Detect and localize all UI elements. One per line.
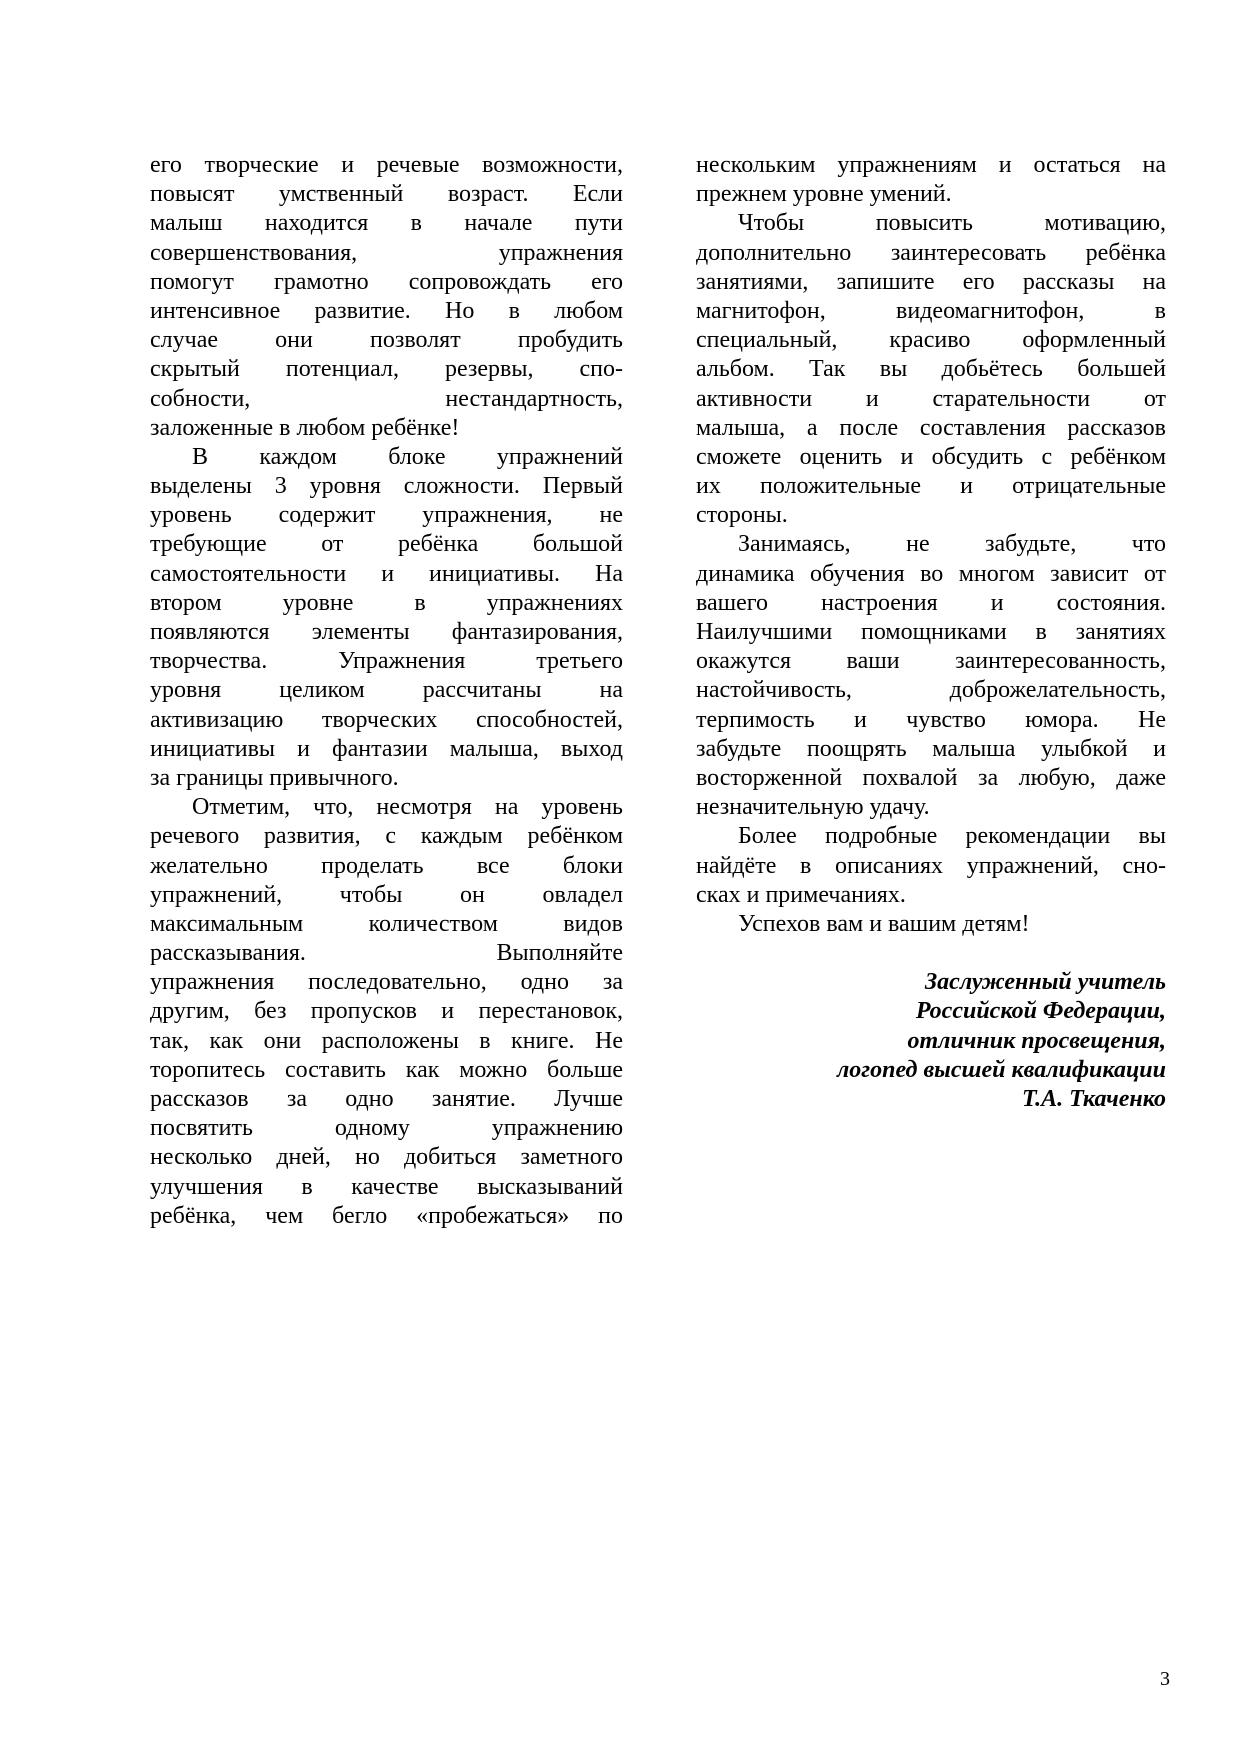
text-line: уровня целиком рассчитаны на: [150, 677, 623, 704]
paragraph: [696, 530, 1166, 822]
text-line: Более подробные рекомендации вы: [738, 823, 1166, 850]
text-line: Наилучшими помощниками в занятиях: [696, 619, 1166, 645]
text-line: терпимость и чувство юмора. Не: [696, 706, 1166, 733]
text-line: В каждом блоке упражнений: [192, 443, 623, 470]
text-line: творчества. Упражнения третьего: [150, 648, 623, 675]
paragraph: [696, 822, 1166, 910]
paragraph: [150, 151, 623, 443]
text-line: найдёте в описаниях упражнений, сно-: [696, 852, 1166, 879]
text-line: посвятить одному упражнению: [150, 1115, 623, 1142]
text-line: Успехов вам и вашим детям!: [738, 910, 1030, 937]
text-line: совершенствования, упражнения: [150, 239, 623, 266]
text-line: активизацию творческих способностей,: [150, 706, 623, 733]
text-line: Отметим, что, несмотря на уровень: [192, 794, 623, 821]
text-line: упражнений, чтобы он овладел: [150, 881, 623, 908]
author-title-line: Заслуженный учитель: [924, 969, 1166, 996]
text-line: сможете оценить и обсудить с ребёнком: [696, 443, 1166, 470]
author-title-line: отличник просвещения,: [907, 1027, 1166, 1054]
text-line: упражнения последовательно, одно за: [150, 969, 623, 996]
left-column: [150, 151, 623, 1231]
text-line: несколько дней, но добиться заметного: [150, 1144, 623, 1171]
text-line: помогут грамотно сопровождать его: [150, 268, 623, 295]
text-line: повысят умственный возраст. Если: [150, 181, 623, 208]
page-number: 3: [1160, 1668, 1170, 1690]
text-line: специальный, красиво оформленный: [696, 327, 1166, 354]
text-line: малыша, а после составления рассказов: [696, 414, 1166, 441]
paragraph: [150, 793, 623, 1231]
text-line: нескольким упражнениям и остаться на: [696, 152, 1166, 178]
paragraph: [696, 151, 1166, 209]
text-line: улучшения в качестве высказываний: [150, 1173, 623, 1200]
text-line: вашего настроения и состояния.: [696, 589, 1166, 616]
text-line: инициативы и фантазии малыша, выход: [150, 735, 623, 762]
text-line: Чтобы повысить мотивацию,: [738, 210, 1166, 237]
text-line: его творческие и речевые возможности,: [150, 152, 623, 178]
text-line: уровень содержит упражнения, не: [150, 502, 623, 529]
right-column: [696, 151, 1166, 1114]
text-line: занятиями, запишите его рассказы на: [696, 268, 1166, 295]
text-line: стороны.: [696, 502, 788, 529]
paragraph: [696, 209, 1166, 530]
text-line: собности, нестандартность,: [150, 385, 623, 412]
author-title-line: логопед высшей квалификации: [836, 1056, 1166, 1083]
text-line: альбом. Так вы добьётесь большей: [696, 356, 1166, 383]
text-line: втором уровне в упражнениях: [150, 589, 623, 616]
text-line: скрытый потенциал, резервы, спо-: [150, 356, 623, 383]
right-column-body: [696, 151, 1166, 939]
text-line: малыш находится в начале пути: [150, 210, 623, 237]
author-name: Т.А. Ткаченко: [1021, 1086, 1166, 1112]
text-line: максимальным количеством видов: [150, 910, 623, 937]
text-line: интенсивное развитие. Но в любом: [150, 297, 623, 324]
text-line: окажутся ваши заинтересованность,: [696, 648, 1166, 675]
text-line: случае они позволят пробудить: [150, 327, 623, 354]
text-line: так, как они расположены в книге. Не: [150, 1027, 623, 1054]
text-line: магнитофон, видеомагнитофон, в: [696, 297, 1166, 324]
text-line: заложенные в любом ребёнке!: [150, 414, 460, 441]
text-line: забудьте поощрять малыша улыбкой и: [696, 735, 1166, 762]
text-line: их положительные и отрицательные: [696, 473, 1166, 500]
spacer: [696, 939, 1166, 968]
text-line: торопитесь составить как можно больше: [150, 1056, 623, 1083]
text-line: активности и старательности от: [696, 385, 1166, 412]
author-title-line: Российской Федерации,: [915, 998, 1166, 1025]
text-line: рассказов за одно занятие. Лучше: [150, 1086, 623, 1112]
paragraph: [696, 910, 1166, 939]
text-line: ребёнка, чем бегло «пробежаться» по: [150, 1202, 623, 1229]
text-line: прежнем уровне умений.: [696, 181, 952, 208]
text-line: самостоятельности и инициативы. На: [150, 560, 623, 587]
text-line: динамика обучения во многом зависит от: [696, 560, 1166, 587]
text-line: восторженной похвалой за любую, даже: [696, 764, 1166, 791]
text-line: настойчивость, доброжелательность,: [696, 677, 1166, 704]
signature-block: [696, 968, 1166, 1114]
text-line: выделены 3 уровня сложности. Первый: [150, 473, 623, 500]
text-line: незначительную удачу.: [696, 794, 930, 821]
text-line: другим, без пропусков и перестановок,: [150, 998, 623, 1025]
text-line: желательно проделать все блоки: [150, 852, 623, 879]
text-line: Занимаясь, не забудьте, что: [738, 531, 1166, 558]
text-line: рассказывания. Выполняйте: [150, 940, 623, 967]
text-line: речевого развития, с каждым ребёнком: [150, 823, 623, 850]
text-line: дополнительно заинтересовать ребёнка: [696, 239, 1166, 266]
text-line: сках и примечаниях.: [696, 881, 906, 908]
text-line: за границы привычного.: [150, 764, 399, 791]
text-line: появляются элементы фантазирования,: [150, 619, 623, 645]
paragraph: [150, 443, 623, 793]
text-line: требующие от ребёнка большой: [150, 531, 623, 558]
